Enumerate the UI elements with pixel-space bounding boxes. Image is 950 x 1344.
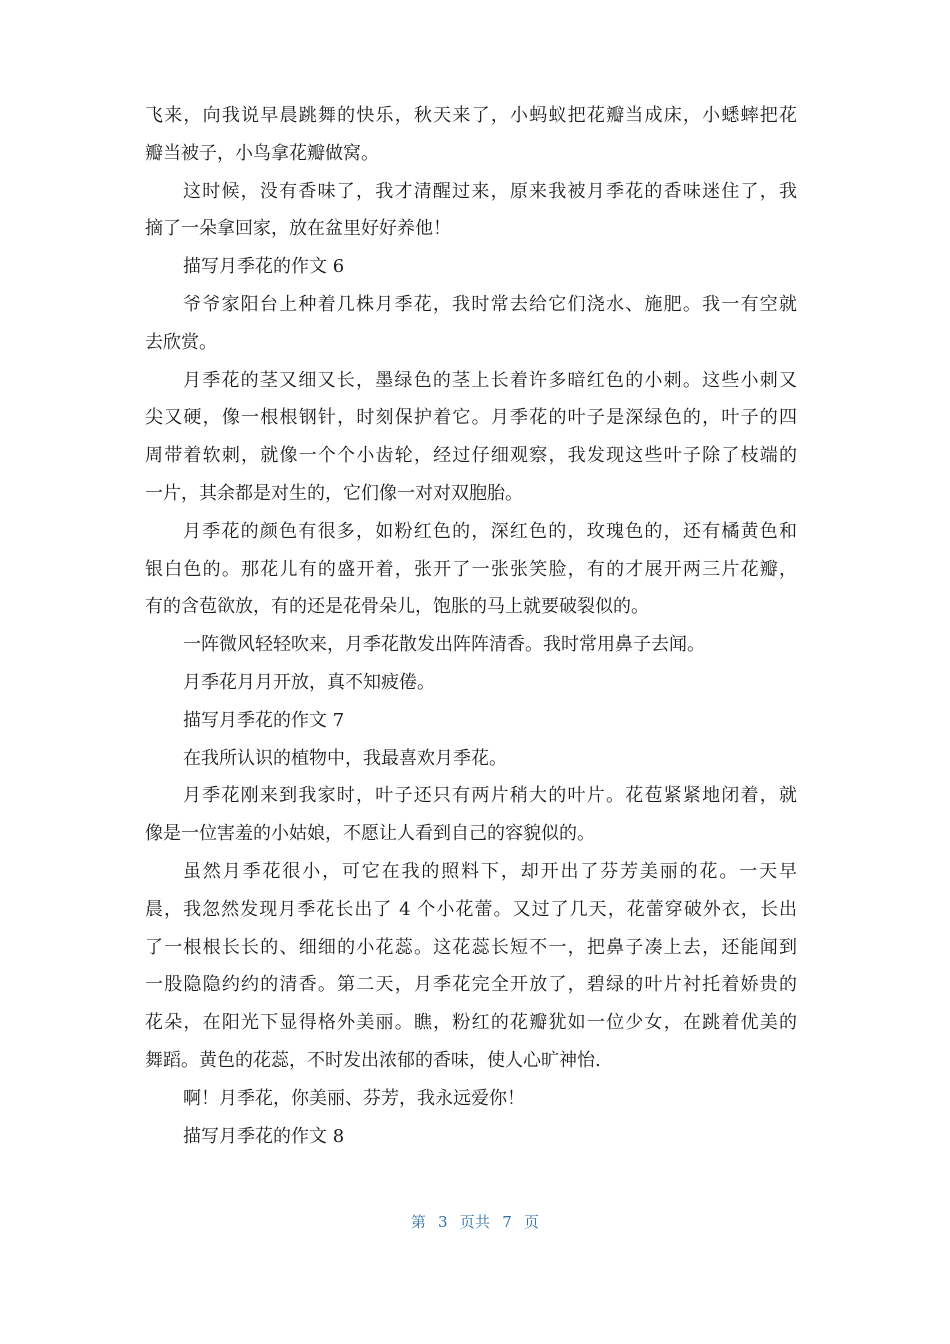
paragraph	[145, 664, 797, 702]
text-line: 尖又硬，像一根根钢针，时刻保护着它。月季花的叶子是深绿色的，叶子的四	[145, 407, 797, 429]
text-line: 去欣赏。	[145, 331, 217, 353]
text-line: 描写月季花的作文 7	[183, 709, 345, 731]
text-line: 周带着软刺，就像一个个小齿轮，经过仔细观察，我发现这些叶子除了枝端的	[145, 445, 797, 467]
text-line: 摘了一朵拿回家，放在盆里好好养他！	[145, 218, 451, 240]
text-line: 了一根根长长的、细细的小花蕊。这花蕊长短不一，把鼻子凑上去，还能闻到	[145, 936, 797, 958]
text-line: 月季花刚来到我家时，叶子还只有两片稍大的叶片。花苞紧紧地闭着，就	[183, 785, 797, 807]
text-line: 一阵微风轻轻吹来，月季花散发出阵阵清香。我时常用鼻子去闻。	[183, 634, 705, 656]
text-line: 像是一位害羞的小姑娘，不愿让人看到自己的容貌似的。	[145, 823, 595, 845]
text-line: 虽然月季花很小，可它在我的照料下，却开出了芬芳美丽的花。一天早	[183, 860, 797, 882]
text-line: 爷爷家阳台上种着几株月季花，我时常去给它们浇水、施肥。我一有空就	[183, 293, 797, 315]
footer-page-of: 页共	[459, 1213, 491, 1231]
paragraph	[145, 740, 797, 778]
paragraph	[145, 97, 797, 173]
paragraph	[145, 173, 797, 249]
paragraph	[145, 1080, 797, 1118]
text-line: 月季花的茎又细又长，墨绿色的茎上长着许多暗红色的小刺。这些小刺又	[183, 369, 797, 391]
text-line: 舞蹈。黄色的花蕊，不时发出浓郁的香味，使人心旷神怡.	[145, 1049, 601, 1071]
paragraph	[145, 777, 797, 853]
text-line: 花朵，在阳光下显得格外美丽。瞧，粉红的花瓣犹如一位少女，在跳着优美的	[145, 1012, 797, 1034]
text-line: 月季花的颜色有很多，如粉红色的，深红色的，玫瑰色的，还有橘黄色和	[183, 520, 797, 542]
footer-page-word: 第	[410, 1213, 427, 1231]
text-line: 一片，其余都是对生的，它们像一对对双胞胎。	[145, 482, 523, 504]
text-line: 啊！月季花，你美丽、芬芳，我永远爱你！	[183, 1087, 525, 1109]
text-line: 这时候，没有香味了，我才清醒过来，原来我被月季花的香味迷住了，我	[183, 180, 797, 202]
page-footer	[0, 1211, 950, 1232]
paragraph	[145, 1118, 797, 1156]
footer-current-page: 3	[438, 1213, 448, 1231]
text-line: 描写月季花的作文 8	[183, 1125, 345, 1147]
paragraph	[145, 362, 797, 513]
text-line: 月季花月月开放，真不知疲倦。	[183, 671, 435, 693]
paragraph	[145, 626, 797, 664]
paragraph	[145, 702, 797, 740]
text-line: 描写月季花的作文 6	[183, 256, 345, 278]
text-line: 有的含苞欲放，有的还是花骨朵儿，饱胀的马上就要破裂似的。	[145, 596, 649, 618]
text-line: 银白色的。那花儿有的盛开着，张开了一张张笑脸，有的才展开两三片花瓣，	[145, 558, 797, 580]
footer-page-end: 页	[523, 1213, 540, 1231]
paragraph	[145, 286, 797, 362]
text-line: 飞来，向我说早晨跳舞的快乐，秋天来了，小蚂蚁把花瓣当成床，小蟋蟀把花	[145, 105, 797, 126]
text-line: 在我所认识的植物中，我最喜欢月季花。	[183, 747, 507, 769]
footer-total-pages: 7	[502, 1213, 512, 1231]
paragraph	[145, 248, 797, 286]
text-line: 晨，我忽然发现月季花长出了 4 个小花蕾。又过了几天，花蕾穿破外衣，长出	[145, 898, 797, 920]
paragraph	[145, 513, 797, 626]
document-body	[145, 97, 797, 1155]
text-line: 瓣当被子，小鸟拿花瓣做窝。	[145, 142, 379, 164]
paragraph	[145, 853, 797, 1080]
text-line: 一股隐隐约约的清香。第二天，月季花完全开放了，碧绿的叶片衬托着娇贵的	[145, 974, 797, 996]
